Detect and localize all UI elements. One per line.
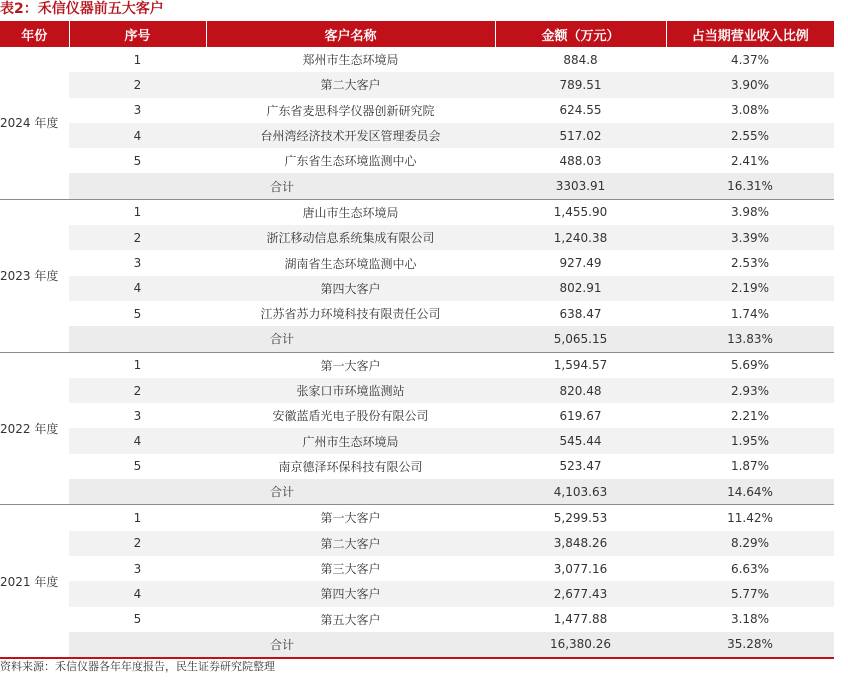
ratio-cell: 3.39% (666, 225, 834, 250)
index-cell: 3 (133, 561, 142, 576)
amount-cell: 820.48 (495, 378, 666, 403)
total-label: 合计 (69, 326, 495, 352)
customer-name-cell: 第一大客户 (320, 358, 381, 373)
year-cell: 2024 年度 (0, 47, 69, 199)
customer-name-cell: 第四大客户 (206, 581, 495, 606)
amount-cell: 624.55 (559, 103, 602, 118)
total-label: 合计 (69, 632, 495, 658)
amount-cell: 1,455.90 (553, 205, 608, 220)
ratio-cell: 8.29% (666, 531, 834, 556)
index-cell: 5 (133, 306, 142, 321)
index-cell: 3 (133, 256, 142, 271)
table-body (0, 47, 834, 658)
ratio-cell: 3.98% (730, 205, 770, 220)
customer-name-cell: 第三大客户 (320, 562, 381, 577)
total-label: 合计 (69, 173, 495, 199)
table-row (0, 123, 834, 148)
index-cell: 2 (69, 72, 206, 97)
year-cell: 2021 年度 (0, 505, 69, 658)
amount-cell: 2,677.43 (495, 581, 666, 606)
customer-name-cell: 第二大客户 (206, 72, 495, 97)
amount-cell: 1,594.57 (553, 358, 608, 373)
total-ratio-cell: 13.83% (666, 326, 834, 352)
table-row (0, 454, 834, 479)
customer-name-cell: 浙江移动信息系统集成有限公司 (206, 225, 495, 250)
amount-cell: 517.02 (495, 123, 666, 148)
index-cell: 4 (69, 428, 206, 453)
customer-name-cell: 安徽蓝盾光电子股份有限公司 (272, 409, 429, 424)
amount-cell: 638.47 (559, 306, 602, 321)
customer-name-cell: 第五大客户 (320, 612, 381, 627)
total-amount-cell: 3303.91 (495, 173, 666, 199)
total-ratio-cell: 16.31% (666, 173, 834, 199)
year-cell: 2023 年度 (0, 199, 69, 352)
header-year: 年份 (0, 21, 69, 47)
ratio-cell: 2.21% (730, 408, 770, 423)
table-row (0, 428, 834, 453)
amount-cell: 3,077.16 (553, 561, 608, 576)
header-row (0, 21, 834, 47)
index-cell: 1 (133, 205, 142, 220)
total-row (0, 173, 834, 199)
customer-name-cell: 广州市生态环境局 (206, 428, 495, 453)
customer-name-cell: 唐山市生态环境局 (302, 205, 399, 220)
index-cell: 1 (133, 52, 142, 67)
ratio-cell: 2.53% (730, 256, 770, 271)
table-row (0, 531, 834, 556)
table-row (0, 556, 834, 581)
ratio-cell: 1.95% (666, 428, 834, 453)
index-cell: 2 (69, 378, 206, 403)
ratio-cell: 6.63% (730, 561, 770, 576)
index-cell: 1 (133, 358, 142, 373)
table-row (0, 378, 834, 403)
index-cell: 5 (133, 153, 142, 168)
total-label: 合计 (69, 479, 495, 505)
amount-cell: 3,848.26 (495, 531, 666, 556)
amount-cell: 1,477.88 (553, 612, 608, 627)
table-row (0, 148, 834, 173)
customer-name-cell: 广东省麦思科学仪器创新研究院 (266, 103, 435, 118)
customer-name-cell: 郑州市生态环境局 (302, 53, 399, 68)
ratio-cell: 2.19% (666, 276, 834, 301)
table-row (0, 352, 834, 378)
amount-cell: 488.03 (559, 153, 602, 168)
index-cell: 4 (69, 581, 206, 606)
table-row (0, 72, 834, 97)
amount-cell: 523.47 (559, 459, 602, 474)
table-row (0, 607, 834, 632)
index-cell: 2 (69, 225, 206, 250)
amount-cell: 884.8 (563, 52, 598, 67)
index-cell: 1 (133, 510, 142, 525)
amount-cell: 5,299.53 (553, 510, 608, 525)
customer-name-cell: 张家口市环境监测站 (206, 378, 495, 403)
total-ratio-cell: 14.64% (666, 479, 834, 505)
table-row (0, 47, 834, 72)
total-amount-cell: 16,380.26 (495, 632, 666, 658)
index-cell: 5 (133, 459, 142, 474)
total-amount-cell: 4,103.63 (495, 479, 666, 505)
amount-cell: 545.44 (495, 428, 666, 453)
ratio-cell: 2.55% (666, 123, 834, 148)
total-row (0, 632, 834, 658)
amount-cell: 1,240.38 (495, 225, 666, 250)
customer-name-cell: 第二大客户 (206, 531, 495, 556)
ratio-cell: 3.18% (730, 612, 770, 627)
ratio-cell: 11.42% (727, 510, 773, 525)
customer-name-cell: 南京德泽环保科技有限公司 (278, 459, 423, 474)
table-title: 表2：禾信仪器前五大客户 (0, 1, 164, 17)
customer-name-cell: 第四大客户 (206, 276, 495, 301)
table-row (0, 276, 834, 301)
ratio-cell: 4.37% (730, 52, 770, 67)
amount-cell: 619.67 (559, 408, 602, 423)
ratio-cell: 5.77% (666, 581, 834, 606)
total-row (0, 479, 834, 505)
header-index: 序号 (69, 21, 206, 47)
index-cell: 3 (133, 103, 142, 118)
table-row (0, 505, 834, 531)
ratio-cell: 2.41% (730, 153, 770, 168)
ratio-cell: 5.69% (730, 358, 770, 373)
total-ratio-cell: 35.28% (666, 632, 834, 658)
ratio-cell: 1.87% (730, 459, 770, 474)
ratio-cell: 3.08% (730, 103, 770, 118)
ratio-cell: 1.74% (730, 306, 770, 321)
index-cell: 2 (69, 531, 206, 556)
amount-cell: 802.91 (495, 276, 666, 301)
customer-name-cell: 湖南省生态环境监测中心 (284, 256, 417, 271)
total-amount-cell: 5,065.15 (495, 326, 666, 352)
table-row (0, 301, 834, 326)
top-customers-table (0, 21, 834, 659)
customer-name-cell: 台州湾经济技术开发区管理委员会 (206, 123, 495, 148)
index-cell: 4 (69, 123, 206, 148)
table-row (0, 199, 834, 225)
index-cell: 5 (133, 612, 142, 627)
table-row (0, 225, 834, 250)
header-amount: 金额（万元） (495, 21, 666, 47)
table-row (0, 581, 834, 606)
total-row (0, 326, 834, 352)
customer-name-cell: 广东省生态环境监测中心 (284, 154, 417, 169)
amount-cell: 927.49 (559, 256, 602, 271)
index-cell: 3 (133, 408, 142, 423)
amount-cell: 789.51 (495, 72, 666, 97)
ratio-cell: 2.93% (666, 378, 834, 403)
header-ratio: 占当期营业收入比例 (666, 21, 834, 47)
table-row (0, 403, 834, 428)
header-customer-name: 客户名称 (206, 21, 495, 47)
year-cell: 2022 年度 (0, 352, 69, 505)
ratio-cell: 3.90% (666, 72, 834, 97)
source-note: 资料来源：禾信仪器各年年度报告，民生证券研究院整理 (0, 660, 275, 673)
customer-name-cell: 第一大客户 (320, 511, 381, 526)
index-cell: 4 (69, 276, 206, 301)
table-row (0, 250, 834, 275)
customer-name-cell: 江苏省苏力环境科技有限责任公司 (260, 307, 441, 322)
table-row (0, 98, 834, 123)
